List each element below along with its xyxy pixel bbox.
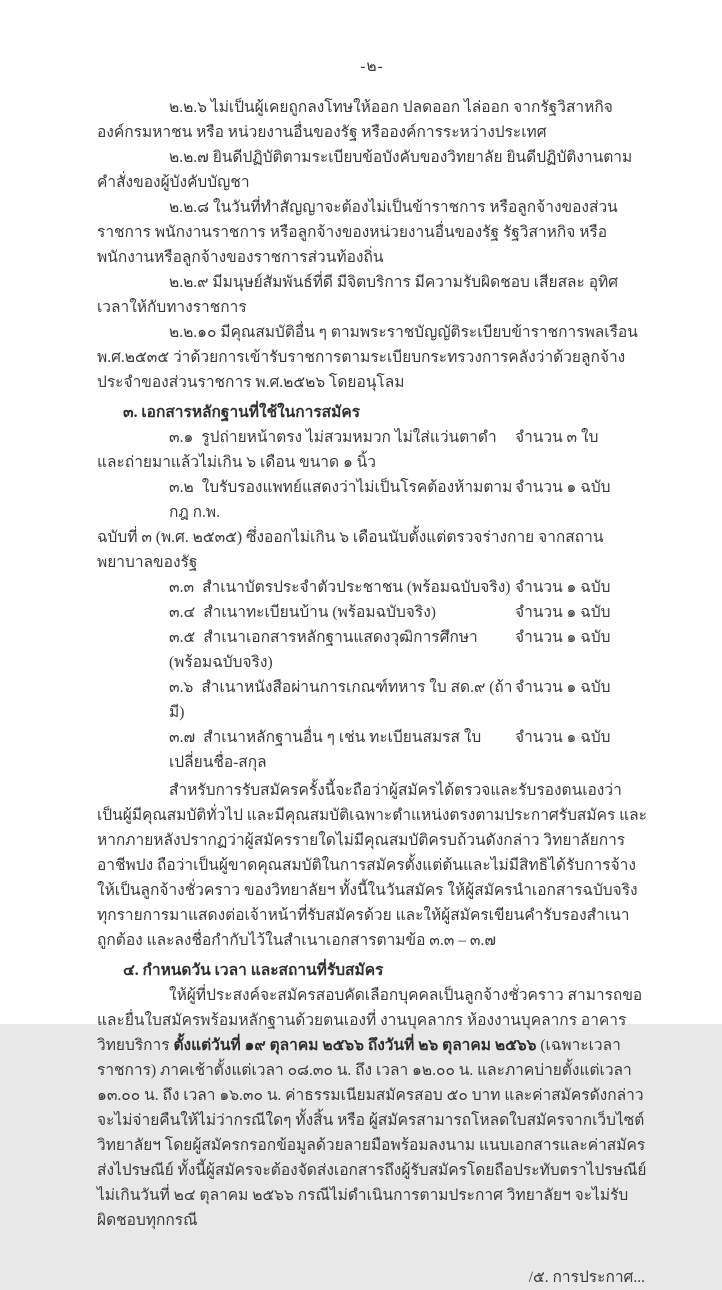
document-item-number: ๓.๓ xyxy=(169,579,195,596)
qualification-item-2-2-9: ๒.๒.๙ มีมนุษย์สัมพันธ์ที่ดี มีจิตบริการ มีความรับผิดชอบ เสียสละ อุทิศเวลาให้กับทางราชการ xyxy=(97,274,619,316)
page-number: -๒- xyxy=(360,58,384,75)
document-item-number: ๓.๖ xyxy=(169,679,194,696)
document-item-label: ใบรับรองแพทย์แสดงว่าไม่เป็นโรคต้องห้ามตามกฎ ก.พ. xyxy=(169,479,513,521)
document-item-number: ๓.๕ xyxy=(169,629,196,646)
document-item-text xyxy=(97,600,515,625)
section-4-run-3: (เฉพาะเวลาราชการ) ภาคเช้าตั้งแต่เวลา ๐๘.๓๐ น. ถึง เวลา ๑๒.๐๐ น. และภาคบ่ายตั้งแต่เวลา ๑๓.๐๐ น. ถึง เวลา ๑๖.๓๐ น. ค่าธรรมเนียมสมัครสอบ ๕๐ บาท และค่าสมัครดังกล่าวจะไม่จ่ายคืนให้ไม่ว่ากรณีใดๆ ทั้งสิ้น หรือ ผู้สมัครสามารถโหลดใบสมัครจากเว็บไซต์ วิทยาลัยฯ โดยผู้สมัครกรอกข้อมูลด้วยลายมือพร้อมลงนาม แนบเอกสารและค่าสมัครส่งไปรษณีย์ ทั้งนี้ผู้สมัครจะต้องจัดส่งเอกสารถึงผู้รับสมัครโดยถือประทับตราไปรษณีย์ ไม่เกินวันที่ ๒๔ ตุลาคม ๒๕๖๖ กรณีไม่ดำเนินการตามประกาศ วิทยาลัยฯ จะไม่รับผิดชอบทุกกรณี xyxy=(97,1037,647,1229)
document-item-3-7 xyxy=(97,725,647,775)
page-continuation-note: /๕. การประกาศ... xyxy=(528,1269,645,1286)
document-item-quantity: จำนวน ๑ ฉบับ xyxy=(515,479,611,496)
section-4-heading: ๔. กำหนดวัน เวลา และสถานที่รับสมัคร xyxy=(123,962,384,979)
document-item-3-1 xyxy=(97,425,647,450)
document-item-quantity: จำนวน ๑ ฉบับ xyxy=(515,629,611,646)
document-item-quantity: จำนวน ๑ ฉบับ xyxy=(515,579,611,596)
document-item-label: สำเนาหลักฐานอื่น ๆ เช่น ทะเบียนสมรส ใบเปลี่ยนชื่อ-สกุล xyxy=(169,729,482,771)
document-item-quantity: จำนวน ๑ ฉบับ xyxy=(515,604,611,621)
qualification-item-2-2-10: ๒.๒.๑๐ มีคุณสมบัติอื่น ๆ ตามพระราชบัญญัติระเบียบข้าราชการพลเรือน พ.ศ.๒๕๓๕ ว่าด้วยการเข้ารับราชการตามระเบียบกระทรวงการคลังว่าด้วยลูกจ้างประจำของส่วนราชการ พ.ศ.๒๕๒๖ โดยอนุโลม xyxy=(97,324,638,391)
document-item-text xyxy=(97,625,515,675)
document-item-text xyxy=(97,575,515,600)
document-item-text xyxy=(97,675,515,725)
document-item-quantity: จำนวน ๑ ฉบับ xyxy=(515,729,611,746)
document-item-text xyxy=(97,725,515,775)
document-item-text xyxy=(97,475,515,525)
section-4-paragraph xyxy=(97,983,647,1233)
section-3-note-paragraph: สำหรับการรับสมัครครั้งนี้จะถือว่าผู้สมัครได้ตรวจและรับรองตนเองว่าเป็นผู้มีคุณสมบัติทั่วไป และมีคุณสมบัติเฉพาะตำแหน่งตรงตามประกาศรับสมัคร และหากภายหลังปรากฏว่าผู้สมัครรายใดไม่มีคุณสมบัติครบถ้วนดังกล่าว วิทยาลัยการอาชีพปง ถือว่าเป็นผู้ขาดคุณสมบัติในการสมัครตั้งแต่ต้นและไม่มีสิทธิได้รับการจ้างให้เป็นลูกจ้างชั่วคราว ของวิทยาลัยฯ ทั้งนี้ในวันสมัคร ให้ผู้สมัครนำเอกสารฉบับจริงทุกรายการมาแสดงต่อเจ้าหน้าที่รับสมัครด้วย และให้ผู้สมัครเขียนคำรับรองสำเนาถูกต้อง และลงชื่อกำกับไว้ในสำเนาเอกสารตามข้อ ๓.๓ – ๓.๗ xyxy=(97,782,647,949)
document-item-number: ๓.๑ xyxy=(169,429,194,446)
document-item-text xyxy=(97,425,515,450)
qualification-item-2-2-6: ๒.๒.๖ ไม่เป็นผู้เคยถูกลงโทษให้ออก ปลดออก ไล่ออก จากรัฐวิสาหกิจ องค์กรมหาชน หรือ หน่วยงานอื่นของรัฐ หรือองค์การระหว่างประเทศ xyxy=(97,99,613,141)
document-item-label: รูปถ่ายหน้าตรง ไม่สวมหมวก ไม่ใส่แว่นตาดำ xyxy=(201,429,497,446)
document-item-3-1-continuation: และถ่ายมาแล้วไม่เกิน ๖ เดือน ขนาด ๑ นิ้ว xyxy=(97,454,376,471)
document-item-3-4 xyxy=(97,600,647,625)
document-item-number: ๓.๒ xyxy=(169,479,194,496)
document-item-label: สำเนาทะเบียนบ้าน (พร้อมฉบับจริง) xyxy=(203,604,436,621)
document-item-number: ๓.๔ xyxy=(169,604,196,621)
document-item-label: สำเนาหนังสือผ่านการเกณฑ์ทหาร ใบ สด.๙ (ถ้ามี) xyxy=(169,679,513,721)
section-3-heading: ๓. เอกสารหลักฐานที่ใช้ในการสมัคร xyxy=(123,404,361,421)
document-item-3-5 xyxy=(97,625,647,675)
qualification-item-2-2-7: ๒.๒.๗ ยินดีปฏิบัติตามระเบียบข้อบังคับของวิทยาลัย ยินดีปฏิบัติงานตามคำสั่งของผู้บังคับบัญชา xyxy=(97,149,633,191)
page-content xyxy=(97,54,647,1290)
section-4-run-1: ให้ผู้ที่ประสงค์จะสมัครสอบคัดเลือกบุคคลเป็นลูกจ้างชั่วคราว สามารถขอและยื่นใบสมัครพร้อมหลักฐานด้วยตนเองที่ งานบุคลากร ห้องงานบุคลากร อาคารวิทยบริการ xyxy=(97,987,643,1054)
document-item-3-2-continuation: ฉบับที่ ๓ (พ.ศ. ๒๕๓๕) ซึ่งออกไม่เกิน ๖ เดือนนับตั้งแต่ตรวจร่างกาย จากสถานพยาบาลของรัฐ xyxy=(97,529,604,571)
document-item-3-6 xyxy=(97,675,647,725)
document-item-quantity: จำนวน ๑ ฉบับ xyxy=(515,679,611,696)
document-item-quantity: จำนวน ๓ ใบ xyxy=(515,429,599,446)
document-item-3-2 xyxy=(97,475,647,525)
document-item-label: สำเนาเอกสารหลักฐานแสดงวุฒิการศึกษา (พร้อมฉบับจริง) xyxy=(169,629,478,671)
qualification-item-2-2-8: ๒.๒.๘ ในวันที่ทำสัญญาจะต้องไม่เป็นข้าราชการ หรือลูกจ้างของส่วนราชการ พนักงานราชการ หรือลูกจ้างของหน่วยงานอื่นของรัฐ รัฐวิสาหกิจ หรือพนักงานหรือลูกจ้างของราชการส่วนท้องถิ่น xyxy=(97,199,618,266)
document-item-number: ๓.๗ xyxy=(169,729,196,746)
document-item-label: สำเนาบัตรประจำตัวประชาชน (พร้อมฉบับจริง) xyxy=(202,579,511,596)
section-4-application-dates: ตั้งแต่วันที่ ๑๙ ตุลาคม ๒๕๖๖ ถึงวันที่ ๒๖ ตุลาคม ๒๕๖๖ xyxy=(173,1037,537,1054)
document-item-3-3 xyxy=(97,575,647,600)
